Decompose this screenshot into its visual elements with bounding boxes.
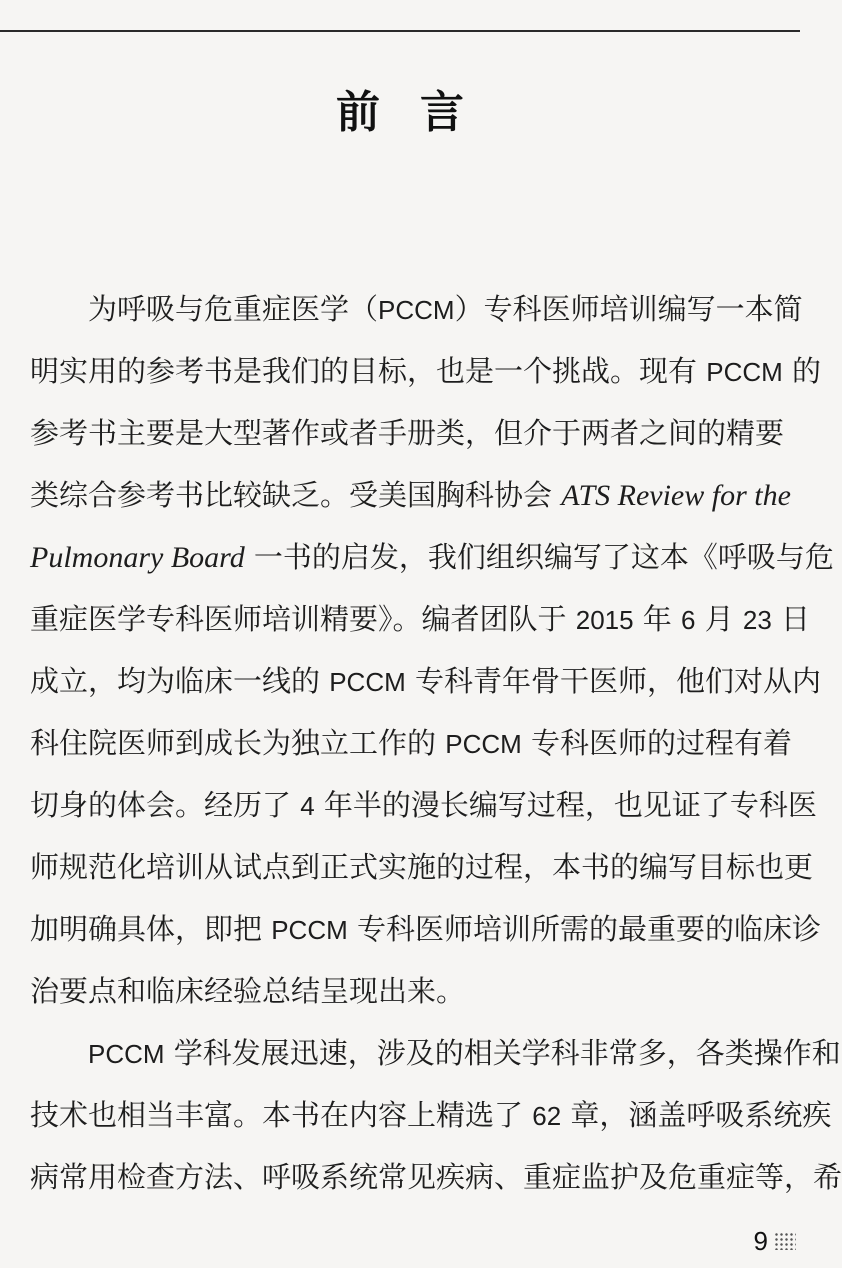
text-line: 治要点和临床经验总结呈现出来。	[30, 974, 466, 1008]
latin-text: 2015	[575, 605, 634, 635]
latin-text: 6	[681, 605, 696, 635]
body-text	[30, 282, 842, 1212]
latin-text: 4	[300, 791, 315, 821]
paragraph-2	[30, 1026, 842, 1212]
header-rule	[0, 30, 800, 32]
page-number: 9	[753, 1226, 768, 1256]
latin-text: PCCM	[706, 357, 783, 387]
book-title-italic: ATS Review for the	[561, 479, 791, 512]
text-line: 参考书主要是大型著作或者手册类，但介于两者之间的精要	[30, 416, 785, 450]
paragraph-1	[30, 282, 834, 1026]
text-line: 明实用的参考书是我们的目标，也是一个挑战。现有 PCCM 的	[30, 354, 822, 388]
text-line: 成立，均为临床一线的 PCCM 专科青年骨干医师，他们对从内	[30, 664, 822, 698]
text-line: 技术也相当丰富。本书在内容上精选了 62 章，涵盖呼吸系统疾	[30, 1098, 832, 1132]
text-line: PCCM 学科发展迅速，涉及的相关学科非常多，各类操作和	[88, 1036, 841, 1070]
latin-text: PCCM	[378, 295, 455, 325]
latin-text: PCCM	[271, 915, 348, 945]
latin-text: 62	[532, 1101, 562, 1131]
text-line: 切身的体会。经历了 4 年半的漫长编写过程，也见证了专科医	[30, 788, 817, 822]
text-line: 重症医学专科医师培训精要》。编者团队于 2015 年 6 月 23 日	[30, 602, 811, 636]
latin-text: PCCM	[445, 729, 522, 759]
text-line: 师规范化培训从试点到正式实施的过程，本书的编写目标也更	[30, 850, 814, 884]
text-line: 科住院医师到成长为独立工作的 PCCM 专科医师的过程有着	[30, 726, 793, 760]
book-title-italic: Pulmonary Board	[30, 541, 245, 574]
page-title: 前言	[336, 87, 504, 139]
text-line: 类综合参考书比较缺乏。受美国胸科协会 ATS Review for the	[30, 478, 791, 512]
text-line: 加明确具体，即把 PCCM 专科医师培训所需的最重要的临床诊	[30, 912, 822, 946]
latin-text: 23	[742, 605, 772, 635]
latin-text: PCCM	[329, 667, 406, 697]
latin-text: PCCM	[88, 1039, 165, 1069]
text-line: 为呼吸与危重症医学（PCCM）专科医师培训编写一本简	[88, 292, 803, 326]
text-line: Pulmonary Board 一书的启发，我们组织编写了这本《呼吸与危	[30, 540, 834, 574]
text-line: 病常用检查方法、呼吸系统常见疾病、重症监护及危重症等，希	[30, 1160, 842, 1194]
page-number-ornament	[774, 1232, 796, 1250]
